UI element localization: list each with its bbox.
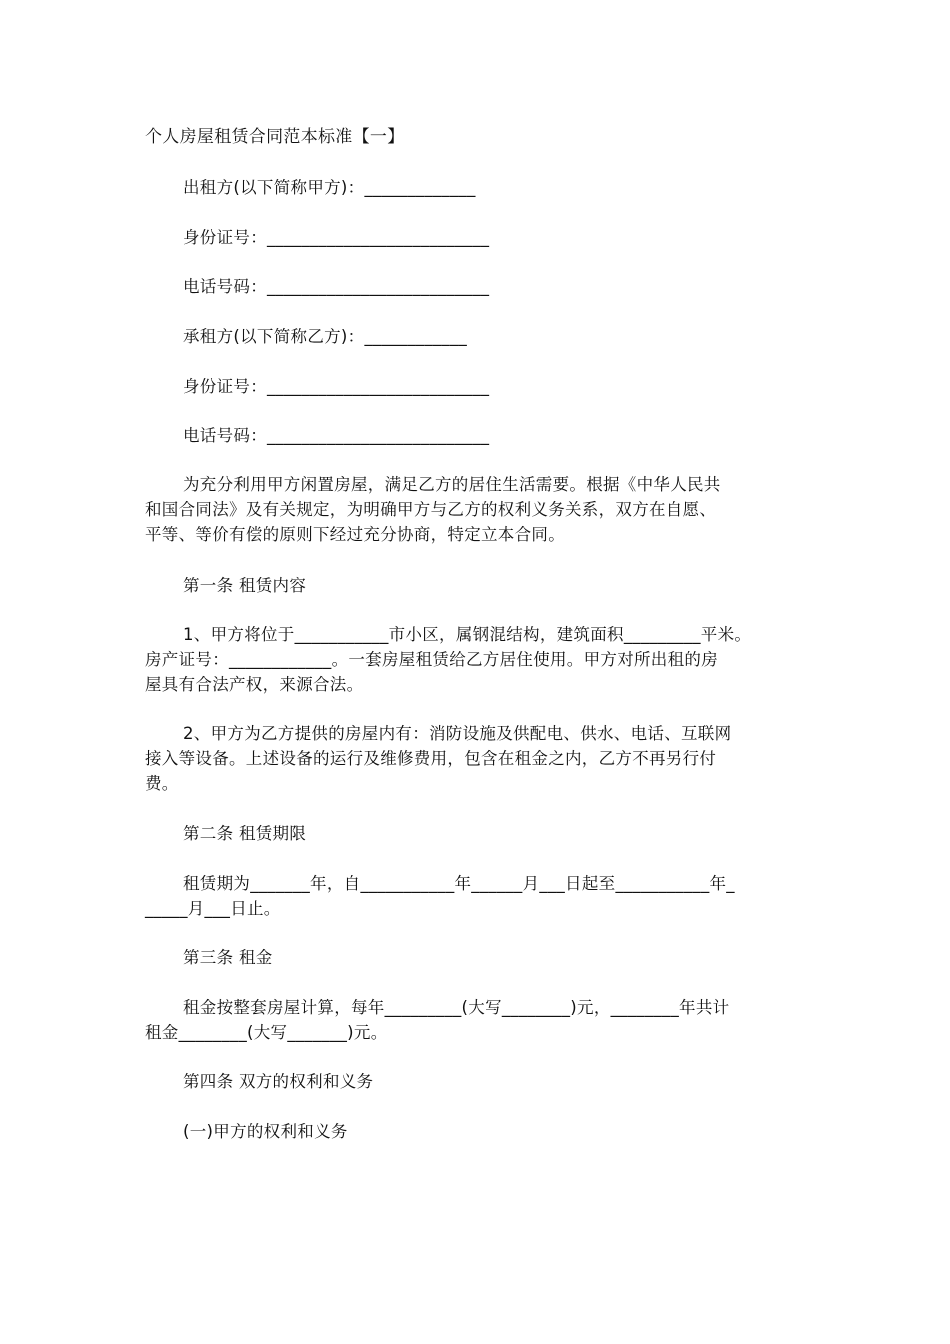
article1-heading: 第一条 租赁内容	[183, 576, 307, 595]
preamble-line: 为充分利用甲方闲置房屋，满足乙方的居住生活需要。根据《中华人民共	[183, 475, 721, 494]
lessor-field: 出租方(以下简称甲方)：_____________	[183, 178, 476, 197]
article2-text-line: 租赁期为_______年，自___________年______月___日起至___________年_	[183, 874, 735, 893]
article1-clause2-line: 2、甲方为乙方提供的房屋内有：消防设施及供配电、供水、电话、互联网	[183, 724, 732, 743]
article1-clause1-line: 屋具有合法产权，来源合法。	[145, 675, 364, 694]
article4-sub1-heading: (一)甲方的权利和义务	[183, 1122, 348, 1141]
article1-clause1-line: 房产证号：____________。一套房屋租赁给乙方居住使用。甲方对所出租的房	[145, 650, 718, 669]
preamble-line: 和国合同法》及有关规定，为明确甲方与乙方的权利义务关系，双方在自愿、	[145, 500, 717, 519]
article4-heading: 第四条 双方的权利和义务	[183, 1072, 374, 1091]
lessee-field: 承租方(以下简称乙方)：____________	[183, 327, 468, 346]
lessor-phone-field: 电话号码：__________________________	[183, 277, 490, 296]
preamble-line: 平等、等价有偿的原则下经过充分协商，特定立本合同。	[145, 525, 565, 544]
article2-text-line: _____月___日止。	[145, 899, 281, 918]
article3-heading: 第三条 租金	[183, 948, 273, 967]
article1-clause1-line: 1、甲方将位于___________市小区，属钢混结构，建筑面积_________平米。	[183, 625, 752, 644]
article1-clause2-line: 接入等设备。上述设备的运行及维修费用，包含在租金之内，乙方不再另行付	[145, 749, 717, 768]
lessee-id-field: 身份证号：__________________________	[183, 377, 490, 396]
article1-clause2-line: 费。	[145, 774, 179, 793]
article2-heading: 第二条 租赁期限	[183, 824, 307, 843]
lessor-id-field: 身份证号：__________________________	[183, 228, 490, 247]
article3-text-line: 租金按整套房屋计算，每年_________(大写________)元，________年共计	[183, 998, 730, 1017]
document-title: 个人房屋租赁合同范本标准【一】	[145, 127, 405, 147]
article3-text-line: 租金________(大写_______)元。	[145, 1023, 388, 1042]
lessee-phone-field: 电话号码：__________________________	[183, 426, 490, 445]
